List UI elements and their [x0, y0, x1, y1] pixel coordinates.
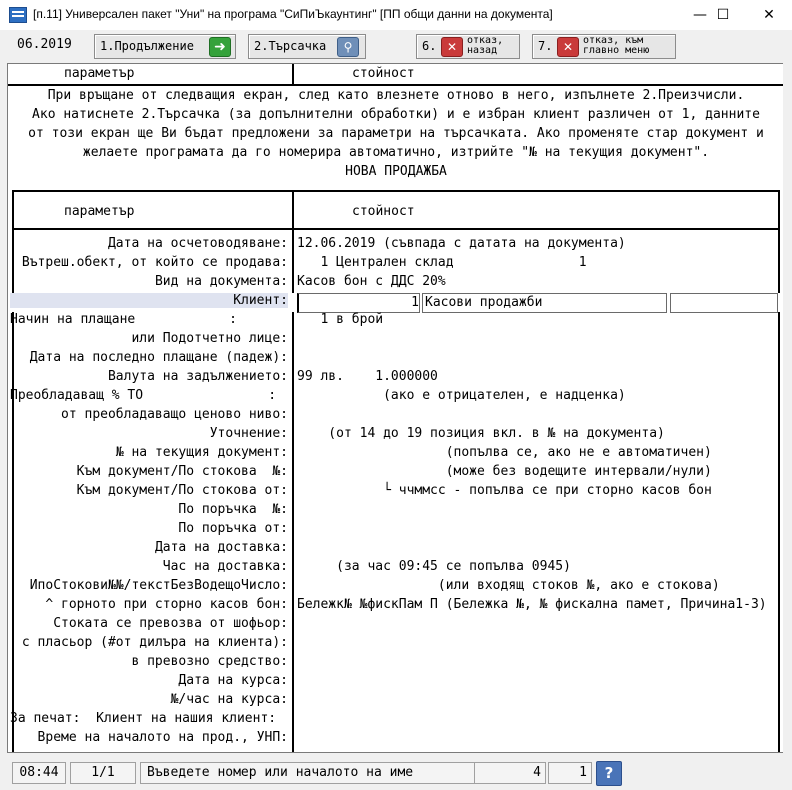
row-label: За печат: Клиент на нашия клиент: [10, 711, 277, 726]
column-divider [292, 64, 294, 84]
table-row[interactable] [8, 578, 784, 597]
row-value[interactable]: (или входящ стоков №, ако е стокова) [297, 578, 720, 593]
row-label: Дата на доставка: [154, 540, 288, 555]
divider [12, 190, 780, 192]
table-row[interactable] [8, 635, 784, 654]
row-label: Вид на документа: [154, 274, 288, 289]
row-label: Време на началото на прод., УНП: [37, 730, 288, 745]
row-label: Към документ/По стокова №: [76, 464, 288, 479]
row-label: Дата на последно плащане (падеж): [29, 350, 288, 365]
table-row[interactable] [8, 616, 784, 635]
info-line: При връщане от следващия екран, след като влезнете отново в него, изпълнете 2.Преизчисли. [47, 88, 745, 103]
client-number-input[interactable]: 1 [297, 293, 420, 313]
row-label: №/час на курса: [170, 692, 288, 707]
info-line: от този екран ще Ви бъдат предложени за параметри на търсачката. Ако променяте стар документ и [28, 126, 764, 141]
help-icon[interactable]: ? [596, 761, 622, 786]
table-row[interactable] [8, 711, 784, 730]
table-row[interactable] [8, 293, 784, 312]
period-date: 06.2019 [17, 37, 72, 52]
table-row[interactable] [8, 597, 784, 616]
table-row[interactable] [8, 407, 784, 426]
row-label: Валута на задължението: [107, 369, 288, 384]
continue-label: 1.Продължение [100, 39, 194, 53]
cancel-back-text [467, 36, 503, 56]
row-label: или Подотчетно лице: [131, 331, 288, 346]
table-row[interactable] [8, 236, 784, 255]
table-row[interactable] [8, 483, 784, 502]
cancel-back-line2: назад [467, 45, 498, 56]
row-label: Към документ/По стокова от: [76, 483, 288, 498]
status-bar [0, 757, 792, 790]
cancel-back-line1: отказ, [467, 35, 504, 46]
cancel-back-button[interactable] [416, 34, 520, 59]
toolbar [0, 30, 792, 62]
row-label: По поръчка №: [178, 502, 288, 517]
row-label: Клиент: [10, 293, 288, 308]
app-icon [9, 7, 27, 23]
table-row[interactable] [8, 274, 784, 293]
row-value[interactable]: Касов бон с ДДС 20% [297, 274, 446, 289]
row-label: с пласьор (#от дилъра на клиента): [21, 635, 288, 650]
search-button[interactable] [248, 34, 366, 59]
title-bar [0, 0, 792, 31]
header2-value: стойност [352, 204, 415, 219]
maximize-button[interactable]: ☐ [716, 7, 730, 23]
table-row[interactable] [8, 540, 784, 559]
cancel-main-line2: главно меню [583, 45, 650, 56]
row-label: ИпоСтокови№№/текстБезВодещоЧисло: [29, 578, 288, 593]
status-page: 1/1 [70, 762, 136, 784]
row-value[interactable]: 1 в брой [297, 312, 384, 327]
row-value[interactable]: └ ччммсс - попълва се при сторно касов бон [297, 483, 712, 498]
row-label: Дата на осчетоводяване: [107, 236, 288, 251]
cancel-main-text [583, 36, 649, 56]
status-hint: Въведете номер или началото на име [140, 762, 476, 784]
row-value[interactable]: 1 Централен склад 1 [297, 255, 587, 270]
info-line: желаете програмата да го номерира автоматично, изтрийте "№ на текущия документ". [82, 145, 710, 160]
table-row[interactable] [8, 312, 784, 331]
status-count-2: 1 [548, 762, 592, 784]
minimize-button[interactable]: — [693, 7, 707, 23]
table-row[interactable] [8, 369, 784, 388]
client-extra-field[interactable] [670, 293, 778, 313]
client-name-field[interactable]: Касови продажби [422, 293, 667, 313]
table-row[interactable] [8, 426, 784, 445]
header2-param: параметър [64, 204, 135, 219]
table-row[interactable] [8, 521, 784, 540]
divider [12, 228, 780, 230]
cancel-main-menu-button[interactable] [532, 34, 676, 59]
row-value[interactable]: Бележк№ №фискПам П (Бележка №, № фискална памет, Причина1-3) [297, 597, 767, 612]
table-row[interactable] [8, 388, 784, 407]
header-param: параметър [64, 66, 135, 81]
cancel-icon: ✕ [557, 37, 579, 57]
table-row[interactable] [8, 673, 784, 692]
row-label: Дата на курса: [178, 673, 288, 688]
row-value[interactable]: (от 14 до 19 позиция вкл. в № на документа) [297, 426, 665, 441]
table-row[interactable] [8, 502, 784, 521]
magnifier-icon: ⚲ [337, 37, 359, 57]
row-value[interactable]: 99 лв. 1.000000 [297, 369, 438, 384]
info-title: НОВА ПРОДАЖБА [345, 164, 447, 179]
row-label: Стоката се превозва от шофьор: [53, 616, 288, 631]
table-row[interactable] [8, 331, 784, 350]
row-label: Час на доставка: [162, 559, 288, 574]
row-value[interactable]: 12.06.2019 (съвпада с датата на документа) [297, 236, 626, 251]
status-count-1: 4 [474, 762, 546, 784]
row-label: от преобладаващо ценово ниво: [61, 407, 288, 422]
info-text [8, 86, 784, 190]
header-value: стойност [352, 66, 415, 81]
cancel-icon: ✕ [441, 37, 463, 57]
row-label: Уточнение: [209, 426, 288, 441]
scrollbar[interactable] [783, 63, 792, 753]
row-label: в превозно средство: [131, 654, 288, 669]
cancel-main-line1: отказ, към [583, 35, 644, 46]
table-row[interactable] [8, 464, 784, 483]
row-value[interactable]: (попълва се, ако не е автоматичен) [297, 445, 712, 460]
table-header [8, 64, 784, 86]
cancel-main-num: 7. [538, 39, 553, 53]
table-row[interactable] [8, 445, 784, 464]
row-label: Преобладаващ % ТО : [10, 388, 277, 403]
row-value[interactable]: (може без водещите интервали/нули) [297, 464, 712, 479]
status-time: 08:44 [12, 762, 66, 784]
row-label: Начин на плащане : [10, 312, 237, 327]
table-row[interactable] [8, 255, 784, 274]
arrow-right-icon: ➜ [209, 37, 231, 57]
window-title: [п.11] Универсален пакет "Уни" на програма "СиПиЪкаунтинг" [ПП общи данни на документа] [33, 7, 553, 21]
table-row[interactable] [8, 559, 784, 578]
table-row[interactable] [8, 350, 784, 369]
table-row[interactable] [8, 654, 784, 673]
row-label: По поръчка от: [178, 521, 288, 536]
row-label: № на текущия документ: [115, 445, 288, 460]
row-label: Вътреш.обект, от който се продава: [21, 255, 288, 270]
row-value[interactable]: (за час 09:45 се попълва 0945) [297, 559, 571, 574]
main-panel [7, 63, 785, 753]
table-row[interactable] [8, 730, 784, 749]
continue-button[interactable] [94, 34, 236, 59]
table-row[interactable] [8, 692, 784, 711]
row-label: ^ горното при сторно касов бон: [45, 597, 288, 612]
search-label: 2.Търсачка [254, 39, 327, 53]
info-line: Ако натиснете 2.Търсачка (за допълнителни обработки) и е избран клиент различен от 1, данните [32, 107, 760, 122]
cancel-back-num: 6. [422, 39, 437, 53]
row-value[interactable]: (ако е отрицателен, е надценка) [297, 388, 626, 403]
close-button[interactable]: ✕ [763, 7, 775, 23]
